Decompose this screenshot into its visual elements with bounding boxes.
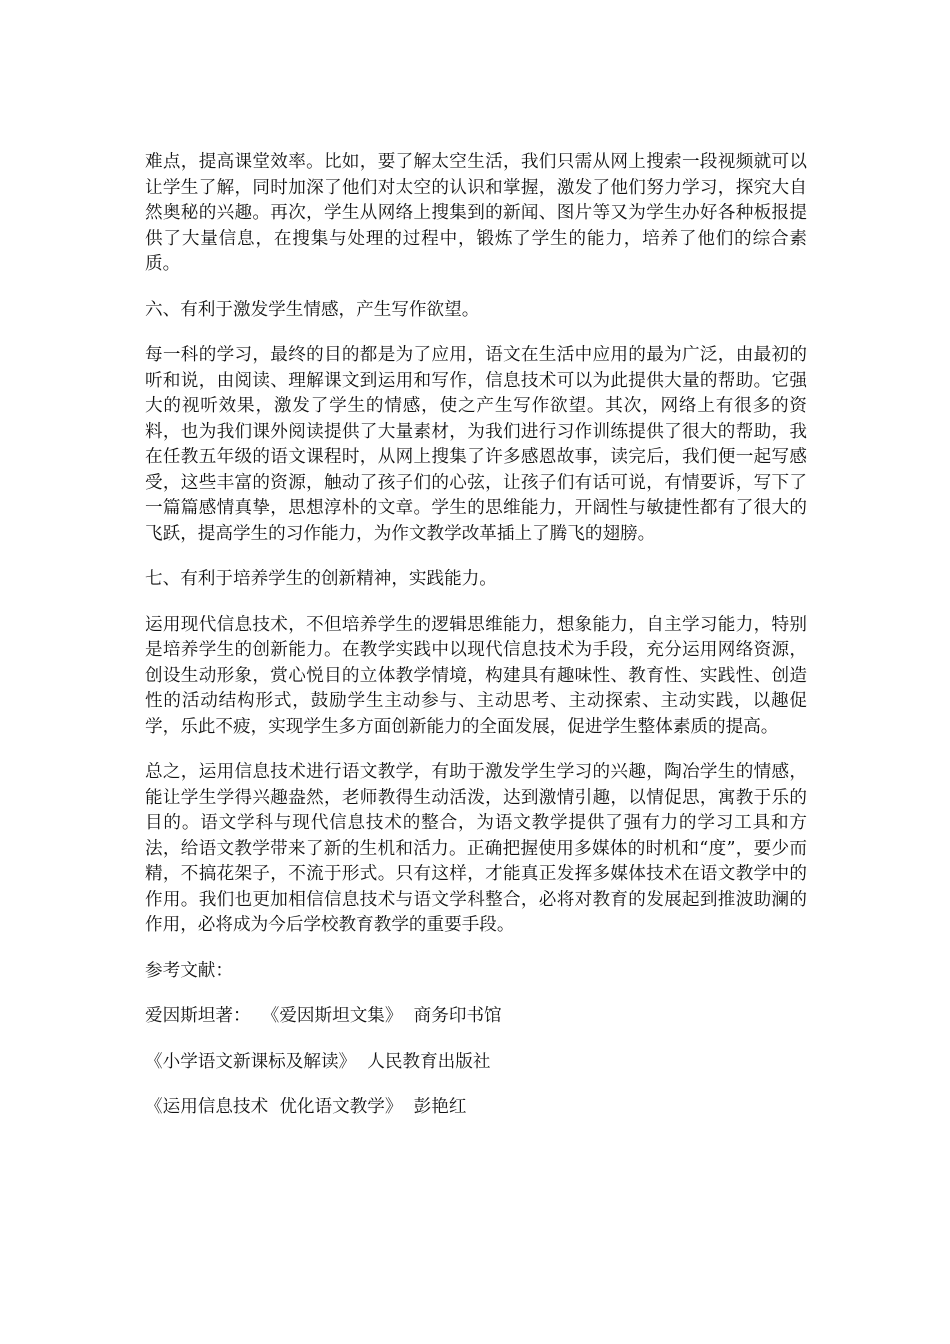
body-paragraph: 每一科的学习，最终的目的都是为了应用，语文在生活中应用的最为广泛，由最初的听和说，由阅读、理解课文到运用和写作，信息技术可以为此提供大量的帮助。它强大的视听效果，激发了学生的情感，使之产生写作欲望。其次，网络上有很多的资料，也为我们课外阅读提供了大量素材，为我们进行习作训练提供了很大的帮助，我在任教五年级的语文课程时，从网上搜集了许多感恩故事，读完后，我们便一起写感受，这些丰富的资源，触动了孩子们的心弦，让孩子们有话可说，有情要诉，写下了一篇篇感情真挚，思想淳朴的文章。学生的思维能力，开阔性与敏捷性都有了很大的飞跃，提高学生的习作能力，为作文教学改革插上了腾飞的翅膀。 [145,345,807,544]
reference-item: 爱因斯坦著： 《爱因斯坦文集》 商务印书馆 [145,1006,502,1026]
section-heading-7: 七、有利于培养学生的创新精神，实践能力。 [145,569,497,589]
conclusion-paragraph: 总之，运用信息技术进行语文教学，有助于激发学生学习的兴趣，陶冶学生的情感，能让学生学得兴趣盎然，老师教得生动活泼，达到激情引趣，以情促思，寓教于乐的目的。语文学科与现代信息技术的整合，为语文教学提供了强有力的学习工具和方法，给语文教学带来了新的生机和活力。正确把握使用多媒体的时机和“度”，要少而精，不搞花架子，不流于形式。只有这样，才能真正发挥多媒体技术在语文教学中的作用。我们也更加相信信息技术与语文学科整合，必将对教育的发展起到推波助澜的作用，必将成为今后学校教育教学的重要手段。 [145,762,807,935]
references-title: 参考文献： [145,960,233,981]
document-page [145,150,807,1121]
reference-item: 《运用信息技术 优化语文教学》 彭艳红 [145,1097,467,1117]
section-heading-6: 六、有利于激发学生情感，产生写作欲望。 [145,299,480,320]
body-paragraph: 难点，提高课堂效率。比如，要了解太空生活，我们只需从网上搜索一段视频就可以让学生了解，同时加深了他们对太空的认识和掌握，激发了他们努力学习，探究大自然奥秘的兴趣。再次，学生从网络上搜集到的新闻、图片等又为学生办好各种板报提供了大量信息，在搜集与处理的过程中，锻炼了学生的能力，培养了他们的综合素质。 [145,152,807,274]
reference-item: 《小学语文新课标及解读》 人民教育出版社 [145,1051,491,1072]
body-paragraph: 运用现代信息技术，不但培养学生的逻辑思维能力，想象能力，自主学习能力，特别是培养学生的创新能力。在教学实践中以现代信息技术为手段，充分运用网络资源，创设生动形象，赏心悦目的立体教学情境，构建具有趣味性、教育性、实践性、创造性的活动结构形式，鼓励学生主动参与、主动思考、主动探索、主动实践，以趣促学，乐此不疲，实现学生多方面创新能力的全面发展，促进学生整体素质的提高。 [145,614,807,737]
